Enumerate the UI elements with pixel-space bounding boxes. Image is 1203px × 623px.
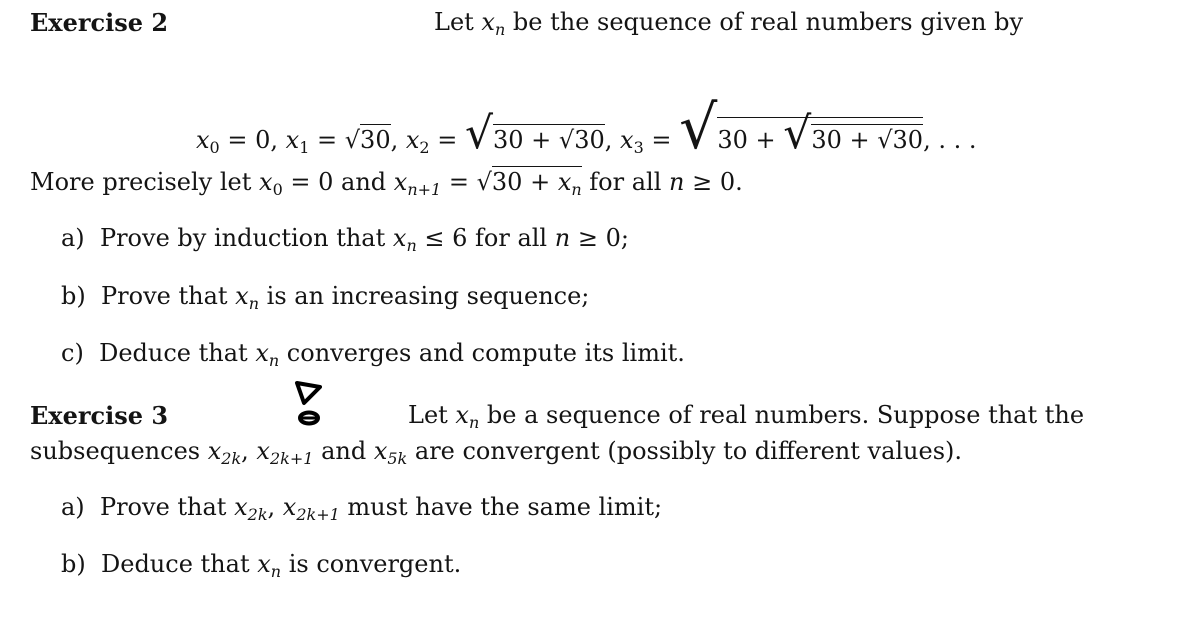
sqrt-sign: √ <box>877 126 893 154</box>
display-equation <box>196 93 977 163</box>
comma: , <box>390 126 406 154</box>
var-x: x <box>392 224 407 252</box>
item-text-1: Prove that <box>101 282 236 310</box>
x0-var: x <box>259 168 273 196</box>
sub-n: n <box>248 294 260 313</box>
item-label: a) <box>61 493 85 521</box>
x3-var: x <box>620 126 634 154</box>
intro-d: are convergent (possibly to different values). <box>407 437 963 465</box>
var-x: x <box>282 493 297 521</box>
xn1-sub: n+1 <box>407 180 442 199</box>
x0-sub: 0 <box>272 180 283 199</box>
exercise-2-title: Exercise 2 <box>30 8 169 37</box>
x1-sub: 1 <box>299 138 310 157</box>
sqrt-sign: √ <box>476 168 492 196</box>
item-text-2: must have the same limit; <box>339 493 663 521</box>
sqrt-sign-big: √ <box>464 108 494 159</box>
var-x: x <box>373 437 388 465</box>
x3-radicand-a: 30 + <box>717 126 784 154</box>
x3-sub: 3 <box>633 138 644 157</box>
item-label: c) <box>61 339 84 367</box>
sub-n: n <box>494 20 506 39</box>
x3-inner: 30 <box>892 126 924 154</box>
var-x: x <box>257 550 271 578</box>
x3-radicand <box>717 108 924 159</box>
exercise-2-intro <box>434 8 1024 39</box>
sub-n: n <box>468 413 480 432</box>
exercise-3-title: Exercise 3 <box>30 401 169 430</box>
x2-sub: 2 <box>419 138 430 157</box>
exercise-3-intro-line-1 <box>408 401 1085 432</box>
sub-2k: 2k <box>221 449 242 468</box>
sub-n: n <box>270 562 282 581</box>
precise-c: for all <box>581 168 670 196</box>
recurrence-definition <box>30 168 743 199</box>
x3-eq: = <box>643 126 680 154</box>
precise-mid: = 0 and <box>282 168 394 196</box>
ex3-item-b <box>61 550 462 581</box>
sub-5k: 5k <box>387 449 408 468</box>
x2-inner: 30 <box>574 126 605 154</box>
exercise-3-intro-line-2 <box>30 437 963 468</box>
intro-c: subsequences <box>30 437 208 465</box>
and: and <box>313 437 374 465</box>
precise-radicand <box>491 166 582 199</box>
var-x: x <box>255 339 269 367</box>
sub-2k: 2k <box>247 505 268 524</box>
xn-var: x <box>557 168 572 196</box>
item-text-2: is convergent. <box>281 550 462 578</box>
sub-2k1: 2k+1 <box>296 505 340 524</box>
var-x: x <box>256 437 270 465</box>
x0-var: x <box>196 126 210 154</box>
xn-sub: n <box>571 180 582 199</box>
x3-mid-a: 30 + <box>811 126 878 154</box>
item-label: a) <box>61 224 85 252</box>
item-label: b) <box>61 550 86 578</box>
item-text-2: ≤ 6 for all <box>416 224 555 252</box>
x2-eq: = <box>429 126 465 154</box>
ex3-item-a <box>61 493 663 524</box>
item-text-3: ≥ 0; <box>570 224 629 252</box>
ellipsis: , . . . <box>923 126 977 154</box>
sep: , <box>241 437 257 465</box>
var-x: x <box>207 437 222 465</box>
item-text-2: is an increasing sequence; <box>259 282 590 310</box>
item-label: b) <box>61 282 86 310</box>
var-n: n <box>554 224 571 252</box>
item-text-1: Prove that <box>99 493 235 521</box>
precise-eq: = <box>441 168 477 196</box>
x2-radicand <box>493 124 605 154</box>
var-x: x <box>481 8 495 36</box>
sub-2k1: 2k+1 <box>269 449 314 468</box>
precise-d: ≥ 0. <box>684 168 743 196</box>
precise-a: More precisely let <box>30 168 260 196</box>
n-var: n <box>669 168 685 196</box>
x2-var: x <box>405 126 420 154</box>
cursor-pointer-icon <box>292 377 326 427</box>
item-text-1: Deduce that <box>101 550 258 578</box>
x1-eq: = <box>309 126 345 154</box>
ex2-item-c <box>61 339 685 370</box>
sub-n: n <box>268 351 280 370</box>
sub-n: n <box>406 236 417 255</box>
sep: , <box>267 493 283 521</box>
var-x: x <box>455 401 469 429</box>
x1-var: x <box>285 126 300 154</box>
var-x: x <box>234 493 248 521</box>
precise-rad-a: 30 + <box>491 168 558 196</box>
sqrt-sign-huge: √ <box>679 93 718 163</box>
intro-a: Let <box>408 401 456 429</box>
x0-sub: 0 <box>209 138 220 157</box>
sqrt-sign: √ <box>558 126 575 154</box>
x0-eq: = 0, <box>219 126 286 154</box>
intro-text-a: Let <box>434 8 482 36</box>
ex2-item-a <box>61 224 629 255</box>
item-text-1: Deduce that <box>99 339 256 367</box>
item-text-2: converges and compute its limit. <box>279 339 685 367</box>
x2-radicand-a: 30 + <box>493 126 559 154</box>
sqrt-sign-big: √ <box>783 108 812 159</box>
x3-mid <box>811 124 923 154</box>
ex2-item-b <box>61 282 590 313</box>
comma: , <box>604 126 621 154</box>
intro-b: be a sequence of real numbers. Suppose that the <box>479 401 1085 429</box>
xn1-var: x <box>393 168 408 196</box>
sqrt-sign: √ <box>344 126 361 154</box>
item-text-1: Prove by induction that <box>99 224 393 252</box>
x1-radicand: 30 <box>360 126 391 154</box>
intro-text-b: be the sequence of real numbers given by <box>505 8 1024 36</box>
var-x: x <box>235 282 249 310</box>
